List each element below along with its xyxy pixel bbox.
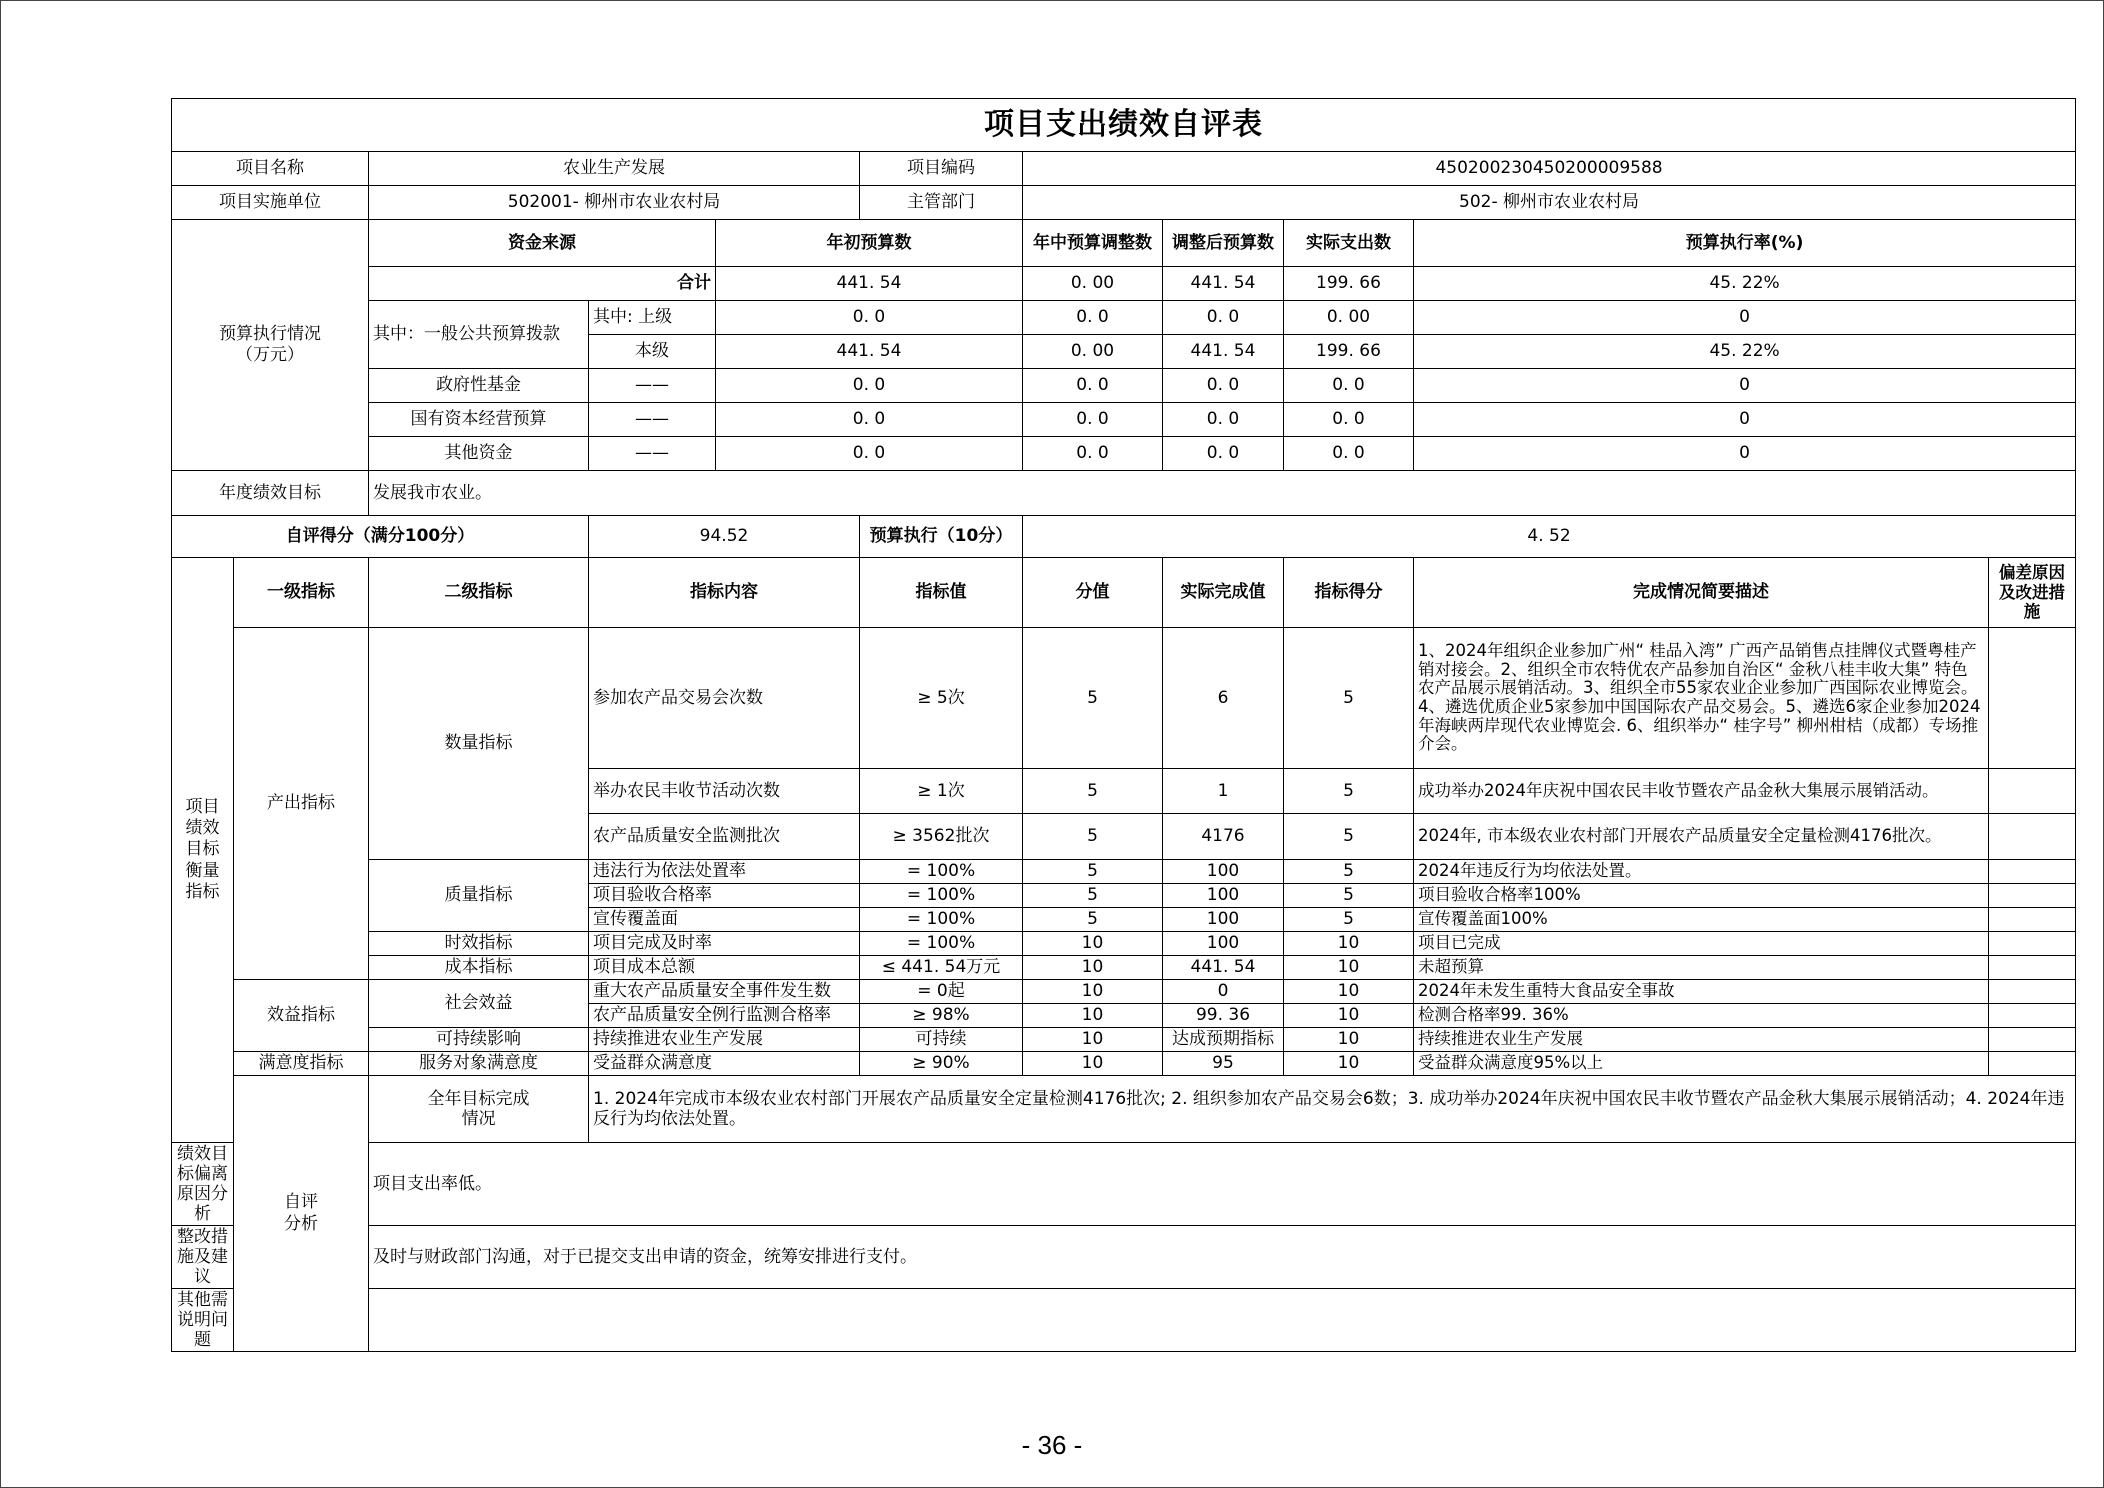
budget-upper-midyear: 0. 0 bbox=[1023, 301, 1163, 335]
completion-value: 1. 2024年完成市本级农业农村部门开展农产品质量安全定量检测4176批次; 2. 组织参加农产品交易会6数；3. 成功举办2024年庆祝中国农民丰收节暨农产品金秋大集展示展销活动；4. 2024年违反行为均依法处置。 bbox=[589, 1076, 2076, 1143]
indicator-row bbox=[172, 932, 2076, 956]
indicator-actual: 4176 bbox=[1163, 814, 1284, 860]
self-score-value: 94.52 bbox=[589, 516, 860, 558]
indicator-score: 10 bbox=[1284, 1004, 1414, 1028]
indicator-content: 项目验收合格率 bbox=[589, 884, 860, 908]
indicator-score: 10 bbox=[1284, 932, 1414, 956]
indicator-weight: 5 bbox=[1023, 860, 1163, 884]
level2-quantity: 数量指标 bbox=[369, 628, 589, 860]
header-desc: 完成情况简要描述 bbox=[1414, 558, 1989, 628]
indicator-desc: 宣传覆盖面100% bbox=[1414, 908, 1989, 932]
indicator-content: 农产品质量安全监测批次 bbox=[589, 814, 860, 860]
indicator-desc: 检测合格率99. 36% bbox=[1414, 1004, 1989, 1028]
indicator-row bbox=[172, 628, 2076, 769]
indicator-actual: 100 bbox=[1163, 932, 1284, 956]
budget-row-other bbox=[172, 437, 2076, 471]
budget-upper-initial: 0. 0 bbox=[716, 301, 1023, 335]
indicator-deviation bbox=[1989, 884, 2076, 908]
budget-other-rate: 0 bbox=[1414, 403, 2076, 437]
deviation-analysis-label-text: 绩效目标偏离 原因分析 bbox=[177, 1144, 228, 1225]
budget-other-rate: 0 bbox=[1414, 369, 2076, 403]
indicator-section-label-text: 项目 绩效 目标 衡量 指标 bbox=[185, 796, 220, 902]
level2-sustain: 可持续影响 bbox=[369, 1028, 589, 1052]
indicator-deviation bbox=[1989, 956, 2076, 980]
implementing-unit-label: 项目实施单位 bbox=[172, 186, 369, 220]
indicator-actual: 441. 54 bbox=[1163, 956, 1284, 980]
budget-exec-score-value: 4. 52 bbox=[1023, 516, 2076, 558]
budget-other-adjusted: 0. 0 bbox=[1163, 369, 1284, 403]
indicator-desc: 项目验收合格率100% bbox=[1414, 884, 1989, 908]
indicator-weight: 5 bbox=[1023, 769, 1163, 814]
indicator-actual: 100 bbox=[1163, 908, 1284, 932]
header-content: 指标内容 bbox=[589, 558, 860, 628]
indicator-target: ≥ 98% bbox=[860, 1004, 1023, 1028]
budget-section-label-text: 预算执行情况 （万元） bbox=[219, 323, 321, 365]
indicator-actual: 99. 36 bbox=[1163, 1004, 1284, 1028]
indicator-content: 违法行为依法处置率 bbox=[589, 860, 860, 884]
project-name-label: 项目名称 bbox=[172, 152, 369, 186]
annual-goal-label: 年度绩效目标 bbox=[172, 471, 369, 516]
performance-table bbox=[171, 98, 2076, 1352]
level1-satisfaction: 满意度指标 bbox=[234, 1052, 369, 1076]
indicator-score: 10 bbox=[1284, 980, 1414, 1004]
analysis-section-label-text: 自评 分析 bbox=[284, 1192, 318, 1234]
indicator-target: ≥ 1次 bbox=[860, 769, 1023, 814]
indicator-score: 5 bbox=[1284, 814, 1414, 860]
indicator-target: = 100% bbox=[860, 932, 1023, 956]
indicator-weight: 5 bbox=[1023, 628, 1163, 769]
indicator-deviation bbox=[1989, 1028, 2076, 1052]
indicator-deviation bbox=[1989, 1052, 2076, 1076]
budget-row-total bbox=[172, 267, 2076, 301]
budget-header-initial: 年初预算数 bbox=[716, 220, 1023, 267]
indicator-content: 项目成本总额 bbox=[589, 956, 860, 980]
indicator-score: 5 bbox=[1284, 628, 1414, 769]
project-name-value: 农业生产发展 bbox=[369, 152, 860, 186]
indicator-content: 参加农产品交易会次数 bbox=[589, 628, 860, 769]
rectify-value: 及时与财政部门沟通，对于已提交支出申请的资金，统筹安排进行支付。 bbox=[369, 1226, 2076, 1289]
indicator-desc: 1、2024年组织企业参加广州“ 桂品入湾” 广西产品销售点挂牌仪式暨粤桂产销对接会。2、组织全市农特优农产品参加自治区“ 金秋八桂丰收大集” 特色农产品展示展销活动。3、组织全市55家农业企业参加广西国际农业博览会。4、遴选优质企业5家参加中国国际农产品交易会。5、遴选6家企业参加2024年海峡两岸现代农业博览会. 6、组织举办“ 桂字号” 柳州柑桔（成都）专场推介会。 bbox=[1414, 628, 1989, 769]
indicator-content: 受益群众满意度 bbox=[589, 1052, 860, 1076]
budget-header-actual: 实际支出数 bbox=[1284, 220, 1414, 267]
budget-other-initial: 0. 0 bbox=[716, 437, 1023, 471]
budget-other-midyear: 0. 0 bbox=[1023, 437, 1163, 471]
budget-upper-adjusted: 0. 0 bbox=[1163, 301, 1284, 335]
budget-other-initial: 0. 0 bbox=[716, 369, 1023, 403]
indicator-desc: 项目已完成 bbox=[1414, 932, 1989, 956]
indicator-weight: 5 bbox=[1023, 908, 1163, 932]
other-issues-label-text: 其他需说明问 题 bbox=[177, 1290, 228, 1351]
rectify-label-text: 整改措施及建 议 bbox=[177, 1227, 228, 1288]
other-issues-label bbox=[172, 1289, 234, 1352]
budget-other-midyear: 0. 0 bbox=[1023, 403, 1163, 437]
indicator-weight: 10 bbox=[1023, 980, 1163, 1004]
indicator-content: 农产品质量安全例行监测合格率 bbox=[589, 1004, 860, 1028]
budget-exec-score-label: 预算执行（10分） bbox=[860, 516, 1023, 558]
indicator-actual: 6 bbox=[1163, 628, 1284, 769]
budget-other-dash: —— bbox=[589, 437, 716, 471]
budget-total-label: 合计 bbox=[369, 267, 716, 301]
budget-local-label: 本级 bbox=[589, 335, 716, 369]
deviation-analysis-label bbox=[172, 1143, 234, 1226]
indicator-score: 10 bbox=[1284, 1052, 1414, 1076]
budget-other-label: 政府性基金 bbox=[369, 369, 589, 403]
indicator-desc: 持续推进农业生产发展 bbox=[1414, 1028, 1989, 1052]
budget-other-label: 国有资本经营预算 bbox=[369, 403, 589, 437]
header-score: 指标得分 bbox=[1284, 558, 1414, 628]
other-issues-value bbox=[369, 1289, 2076, 1352]
table-title: 项目支出绩效自评表 bbox=[172, 99, 2076, 152]
self-score-label: 自评得分（满分100分） bbox=[172, 516, 589, 558]
indicator-row bbox=[172, 860, 2076, 884]
indicator-actual: 0 bbox=[1163, 980, 1284, 1004]
indicator-weight: 5 bbox=[1023, 814, 1163, 860]
budget-total-actual: 199. 66 bbox=[1284, 267, 1414, 301]
indicator-score: 5 bbox=[1284, 860, 1414, 884]
indicator-desc: 2024年, 市本级农业农村部门开展农产品质量安全定量检测4176批次。 bbox=[1414, 814, 1989, 860]
indicator-actual: 达成预期指标 bbox=[1163, 1028, 1284, 1052]
budget-local-midyear: 0. 00 bbox=[1023, 335, 1163, 369]
indicator-score: 10 bbox=[1284, 1028, 1414, 1052]
level1-benefit: 效益指标 bbox=[234, 980, 369, 1052]
indicator-target: ≥ 5次 bbox=[860, 628, 1023, 769]
budget-other-actual: 0. 0 bbox=[1284, 369, 1414, 403]
indicator-desc: 受益群众满意度95%以上 bbox=[1414, 1052, 1989, 1076]
header-weight: 分值 bbox=[1023, 558, 1163, 628]
indicator-actual: 100 bbox=[1163, 860, 1284, 884]
indicator-target: ≥ 90% bbox=[860, 1052, 1023, 1076]
budget-row-other bbox=[172, 369, 2076, 403]
budget-other-initial: 0. 0 bbox=[716, 403, 1023, 437]
budget-section-label bbox=[172, 220, 369, 471]
indicator-desc: 2024年违反行为均依法处置。 bbox=[1414, 860, 1989, 884]
rectify-label bbox=[172, 1226, 234, 1289]
analysis-section-label bbox=[234, 1076, 369, 1352]
supervising-dept-value: 502- 柳州市农业农村局 bbox=[1023, 186, 2076, 220]
budget-other-label: 其他资金 bbox=[369, 437, 589, 471]
indicator-deviation bbox=[1989, 814, 2076, 860]
indicator-content: 举办农民丰收节活动次数 bbox=[589, 769, 860, 814]
indicator-content: 宣传覆盖面 bbox=[589, 908, 860, 932]
annual-goal-value: 发展我市农业。 bbox=[369, 471, 2076, 516]
budget-other-midyear: 0. 0 bbox=[1023, 369, 1163, 403]
indicator-content: 持续推进农业生产发展 bbox=[589, 1028, 860, 1052]
budget-total-rate: 45. 22% bbox=[1414, 267, 2076, 301]
indicator-weight: 5 bbox=[1023, 884, 1163, 908]
completion-label-text: 全年目标完成 情况 bbox=[427, 1088, 530, 1129]
budget-row-other bbox=[172, 403, 2076, 437]
indicator-content: 重大农产品质量安全事件发生数 bbox=[589, 980, 860, 1004]
indicator-deviation bbox=[1989, 932, 2076, 956]
budget-total-adjusted: 441. 54 bbox=[1163, 267, 1284, 301]
budget-total-midyear: 0. 00 bbox=[1023, 267, 1163, 301]
indicator-target: 可持续 bbox=[860, 1028, 1023, 1052]
budget-local-adjusted: 441. 54 bbox=[1163, 335, 1284, 369]
budget-other-dash: —— bbox=[589, 369, 716, 403]
indicator-deviation bbox=[1989, 628, 2076, 769]
budget-other-adjusted: 0. 0 bbox=[1163, 437, 1284, 471]
indicator-target: = 0起 bbox=[860, 980, 1023, 1004]
header-level2: 二级指标 bbox=[369, 558, 589, 628]
indicator-actual: 1 bbox=[1163, 769, 1284, 814]
indicator-weight: 10 bbox=[1023, 1004, 1163, 1028]
project-code-label: 项目编码 bbox=[860, 152, 1023, 186]
budget-upper-rate: 0 bbox=[1414, 301, 2076, 335]
budget-local-rate: 45. 22% bbox=[1414, 335, 2076, 369]
indicator-desc: 2024年未发生重特大食品安全事故 bbox=[1414, 980, 1989, 1004]
implementing-unit-value: 502001- 柳州市农业农村局 bbox=[369, 186, 860, 220]
indicator-score: 5 bbox=[1284, 769, 1414, 814]
indicator-section-label bbox=[172, 558, 234, 1143]
budget-upper-label: 其中: 上级 bbox=[589, 301, 716, 335]
indicator-row bbox=[172, 980, 2076, 1004]
indicator-weight: 10 bbox=[1023, 1052, 1163, 1076]
header-level1: 一级指标 bbox=[234, 558, 369, 628]
header-deviation-text: 偏差原因 及改进措 施 bbox=[1999, 563, 2066, 622]
deviation-analysis-value: 项目支出率低。 bbox=[369, 1143, 2076, 1226]
level1-output: 产出指标 bbox=[234, 628, 369, 980]
budget-general-label: 其中：一般公共预算拨款 bbox=[369, 301, 589, 369]
indicator-weight: 10 bbox=[1023, 956, 1163, 980]
header-target: 指标值 bbox=[860, 558, 1023, 628]
completion-label bbox=[369, 1076, 589, 1143]
indicator-weight: 10 bbox=[1023, 932, 1163, 956]
budget-header-rate: 预算执行率(%) bbox=[1414, 220, 2076, 267]
budget-header-midyear: 年中预算调整数 bbox=[1023, 220, 1163, 267]
indicator-actual: 95 bbox=[1163, 1052, 1284, 1076]
indicator-target: = 100% bbox=[860, 860, 1023, 884]
indicator-desc: 成功举办2024年庆祝中国农民丰收节暨农产品金秋大集展示展销活动。 bbox=[1414, 769, 1989, 814]
indicator-weight: 10 bbox=[1023, 1028, 1163, 1052]
indicator-target: ≥ 3562批次 bbox=[860, 814, 1023, 860]
budget-other-adjusted: 0. 0 bbox=[1163, 403, 1284, 437]
indicator-deviation bbox=[1989, 908, 2076, 932]
indicator-deviation bbox=[1989, 769, 2076, 814]
indicator-target: = 100% bbox=[860, 908, 1023, 932]
indicator-score: 10 bbox=[1284, 956, 1414, 980]
indicator-deviation bbox=[1989, 980, 2076, 1004]
budget-total-initial: 441. 54 bbox=[716, 267, 1023, 301]
indicator-content: 项目完成及时率 bbox=[589, 932, 860, 956]
project-code-value: 450200230450200009588 bbox=[1023, 152, 2076, 186]
indicator-deviation bbox=[1989, 860, 2076, 884]
level2-social: 社会效益 bbox=[369, 980, 589, 1028]
level2-timeliness: 时效指标 bbox=[369, 932, 589, 956]
header-deviation bbox=[1989, 558, 2076, 628]
budget-other-actual: 0. 0 bbox=[1284, 403, 1414, 437]
budget-header-source: 资金来源 bbox=[369, 220, 716, 267]
budget-local-actual: 199. 66 bbox=[1284, 335, 1414, 369]
budget-other-actual: 0. 0 bbox=[1284, 437, 1414, 471]
indicator-row bbox=[172, 1052, 2076, 1076]
budget-local-initial: 441. 54 bbox=[716, 335, 1023, 369]
indicator-row bbox=[172, 1028, 2076, 1052]
page-number: - 36 - bbox=[1021, 1430, 1083, 1460]
level2-quality: 质量指标 bbox=[369, 860, 589, 932]
budget-other-dash: —— bbox=[589, 403, 716, 437]
indicator-row bbox=[172, 956, 2076, 980]
header-actual: 实际完成值 bbox=[1163, 558, 1284, 628]
indicator-desc: 未超预算 bbox=[1414, 956, 1989, 980]
budget-other-rate: 0 bbox=[1414, 437, 2076, 471]
level2-service: 服务对象满意度 bbox=[369, 1052, 589, 1076]
indicator-target: = 100% bbox=[860, 884, 1023, 908]
budget-header-adjusted: 调整后预算数 bbox=[1163, 220, 1284, 267]
indicator-actual: 100 bbox=[1163, 884, 1284, 908]
indicator-score: 5 bbox=[1284, 884, 1414, 908]
budget-row-upper bbox=[172, 301, 2076, 335]
supervising-dept-label: 主管部门 bbox=[860, 186, 1023, 220]
indicator-target: ≤ 441. 54万元 bbox=[860, 956, 1023, 980]
level2-cost: 成本指标 bbox=[369, 956, 589, 980]
indicator-deviation bbox=[1989, 1004, 2076, 1028]
budget-upper-actual: 0. 00 bbox=[1284, 301, 1414, 335]
indicator-score: 5 bbox=[1284, 908, 1414, 932]
